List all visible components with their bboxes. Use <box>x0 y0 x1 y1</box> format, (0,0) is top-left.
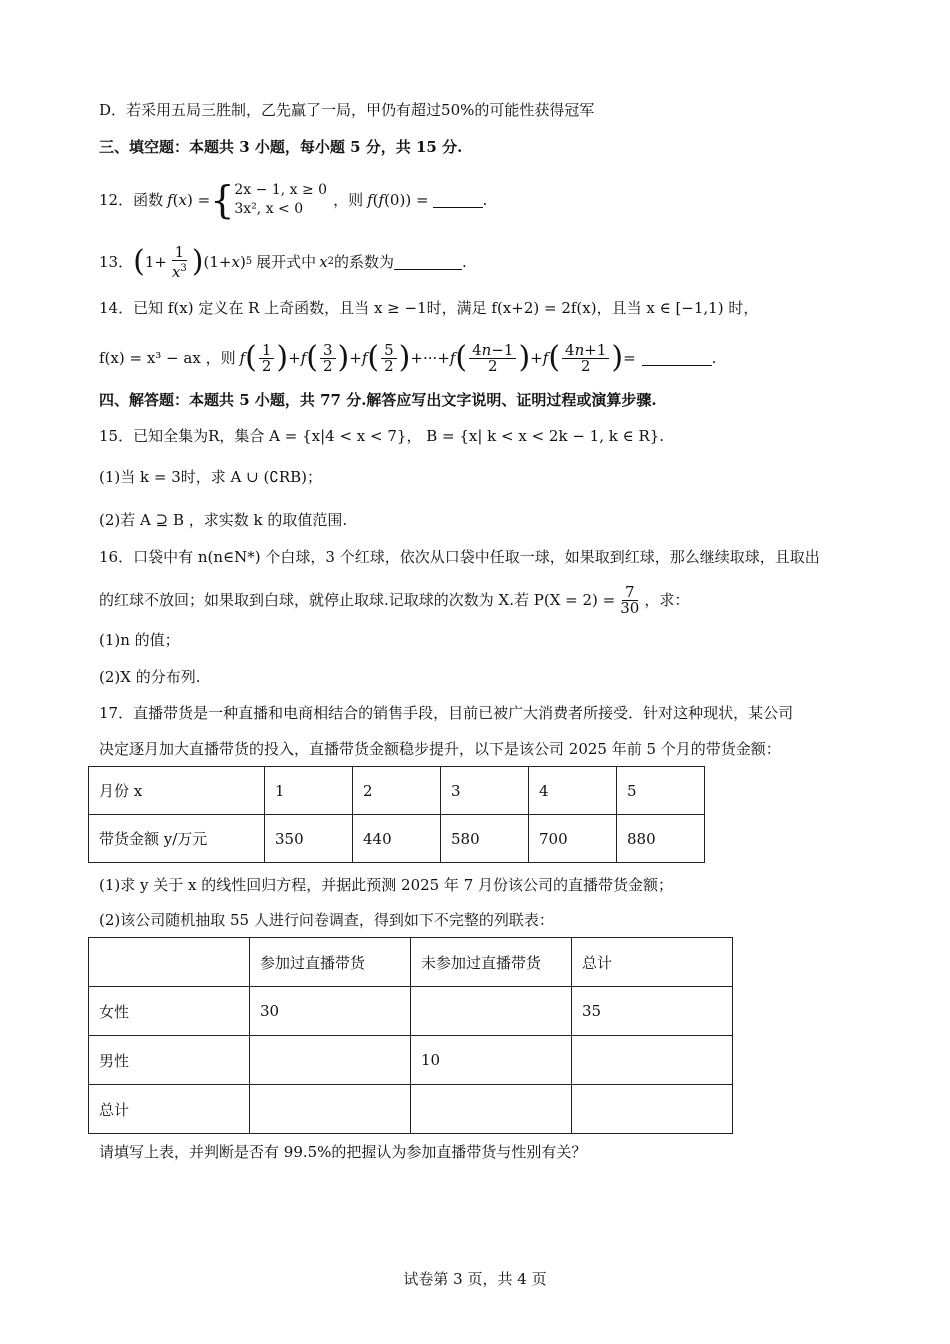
section3-heading: 三、填空题：本题共 3 小题，每小题 5 分，共 15 分. <box>99 138 463 156</box>
sales-table <box>88 766 705 863</box>
question-14-line2: f(x) = x³ − ax ，则 f ( $\frac{1}{2}$ ) + f ( $\frac{3}{2}$ ) + f ( $\frac{5}{2}$ ) +···+ f ( $\frac{4n-1}{2}$ ) + f ( $\frac{4n+1}{2}$ ) = . <box>99 340 717 375</box>
q12-number: 12． <box>99 191 134 209</box>
q14-answer-blank[interactable] <box>642 351 712 366</box>
table-row <box>89 767 705 815</box>
table-cell: 2 <box>353 767 441 815</box>
table-cell: 30 <box>250 987 411 1036</box>
table-cell: 1 <box>265 767 353 815</box>
q12-answer-blank[interactable] <box>433 193 483 208</box>
q13-post: 展开式中 <box>256 253 317 271</box>
table-cell: 男性 <box>89 1036 250 1085</box>
question-15-part2: (2)若 A ⊇ B ，求实数 k 的取值范围. <box>99 511 348 529</box>
question-16-part2: (2)X 的分布列. <box>99 668 201 686</box>
question-16: 16．口袋中有 n(n∈N*) 个白球，3 个红球，依次从口袋中任取一球，如果取到红球，那么继续取球，且取出 <box>99 548 820 566</box>
q12-case2: 3x², x < 0 <box>234 201 304 217</box>
table-row <box>89 987 733 1036</box>
question-16-part1: (1)n 的值； <box>99 631 180 649</box>
question-17: 17．直播带货是一种直播和电商相结合的销售手段，目前已被广大消费者所接受．针对这种现状，某公司 <box>99 704 794 722</box>
question-17-part1: (1)求 y 关于 x 的线性回归方程，并据此预测 2025 年 7 月份该公司的直播带货金额； <box>99 876 674 894</box>
table-cell: 参加过直播带货 <box>250 938 411 987</box>
q13-number: 13． <box>99 253 134 271</box>
table-row <box>89 938 733 987</box>
q12-cases <box>234 181 327 219</box>
question-14-line1 <box>99 298 758 318</box>
question-12: 12． 函数 f ( x ) = { 2x − 1, x ≥ 0 3x², x < 0 ，则 f(f(0)) = . <box>99 178 488 222</box>
q14-text1: 已知 f(x) 定义在 R 上奇函数，且当 x ≥ −1时，满足 f(x+2) = 2f(x)，且当 x ∈ [−1,1) 时， <box>133 299 759 317</box>
table-row <box>89 815 705 863</box>
table-cell[interactable] <box>411 1085 572 1134</box>
table-cell: 350 <box>265 815 353 863</box>
table-cell: 880 <box>617 815 705 863</box>
table-cell: 3 <box>441 767 529 815</box>
table-cell: 5 <box>617 767 705 815</box>
table-cell[interactable] <box>250 1085 411 1134</box>
table-cell[interactable] <box>572 1085 733 1134</box>
question-15: 15．已知全集为R，集合 A = {x|4 < x < 7}， B = {x| k < x < 2k − 1, k ∈ R}. <box>99 427 665 445</box>
q16-fraction: $\frac{7}{30}$ <box>620 582 640 617</box>
table-cell[interactable] <box>572 1036 733 1085</box>
question-17-line2: 决定逐月加大直播带货的投入，直播带货金额稳步提升，以下是该公司 2025 年前 5 个月的带货金额： <box>99 740 781 758</box>
q12-post: ，则 <box>333 191 364 209</box>
q13-answer-blank[interactable] <box>394 255 462 270</box>
q14-number: 14． <box>99 299 134 317</box>
table-cell: 700 <box>529 815 617 863</box>
contingency-table <box>88 937 733 1134</box>
q12-pre: 函数 <box>133 191 164 209</box>
table-cell[interactable] <box>411 987 572 1036</box>
question-16-line2 <box>99 580 689 620</box>
table-cell: 月份 x <box>89 767 265 815</box>
table-cell: 女性 <box>89 987 250 1036</box>
question-15-part1: (1)当 k = 3时，求 A ∪ (∁RB)； <box>99 468 323 486</box>
table-cell: 未参加过直播带货 <box>411 938 572 987</box>
q16-text2b: ，求： <box>644 591 690 609</box>
page-footer: 试卷第 3 页，共 4 页 <box>403 1270 547 1288</box>
table-cell <box>89 938 250 987</box>
table-cell: 总计 <box>89 1085 250 1134</box>
table-cell: 10 <box>411 1036 572 1085</box>
table-cell: 35 <box>572 987 733 1036</box>
question-17-part2: (2)该公司随机抽取 55 人进行问卷调查，得到如下不完整的列联表： <box>99 911 554 929</box>
q16-text2a: 的红球不放回；如果取到白球，就停止取球.记取球的次数为 X.若 P(X = 2) = <box>99 591 616 609</box>
table-cell: 总计 <box>572 938 733 987</box>
table-row <box>89 1085 733 1134</box>
question-13: 13． ( 1+ $\frac{1}{x^3}$ ) (1+ x ) 5 展开式中 x 2 的系数为 . <box>99 242 467 281</box>
section4-heading: 四、解答题：本题共 5 小题，共 77 分.解答应写出文字说明、证明过程或演算步骤. <box>99 391 657 409</box>
table-cell[interactable] <box>250 1036 411 1085</box>
table-cell: 带货金额 y/万元 <box>89 815 265 863</box>
table-cell: 440 <box>353 815 441 863</box>
q13-mid: 的系数为 <box>334 253 395 271</box>
table-row <box>89 1036 733 1085</box>
table-cell: 4 <box>529 767 617 815</box>
table-cell: 580 <box>441 815 529 863</box>
q14-text2: f(x) = x³ − ax ，则 <box>99 349 236 367</box>
question-17-instruction: 请填写上表，并判断是否有 99.5%的把握认为参加直播带货与性别有关？ <box>99 1143 587 1161</box>
option-d: D．若采用五局三胜制，乙先赢了一局，甲仍有超过50%的可能性获得冠军 <box>99 101 595 119</box>
q12-case1: 2x − 1, x ≥ 0 <box>234 182 328 198</box>
